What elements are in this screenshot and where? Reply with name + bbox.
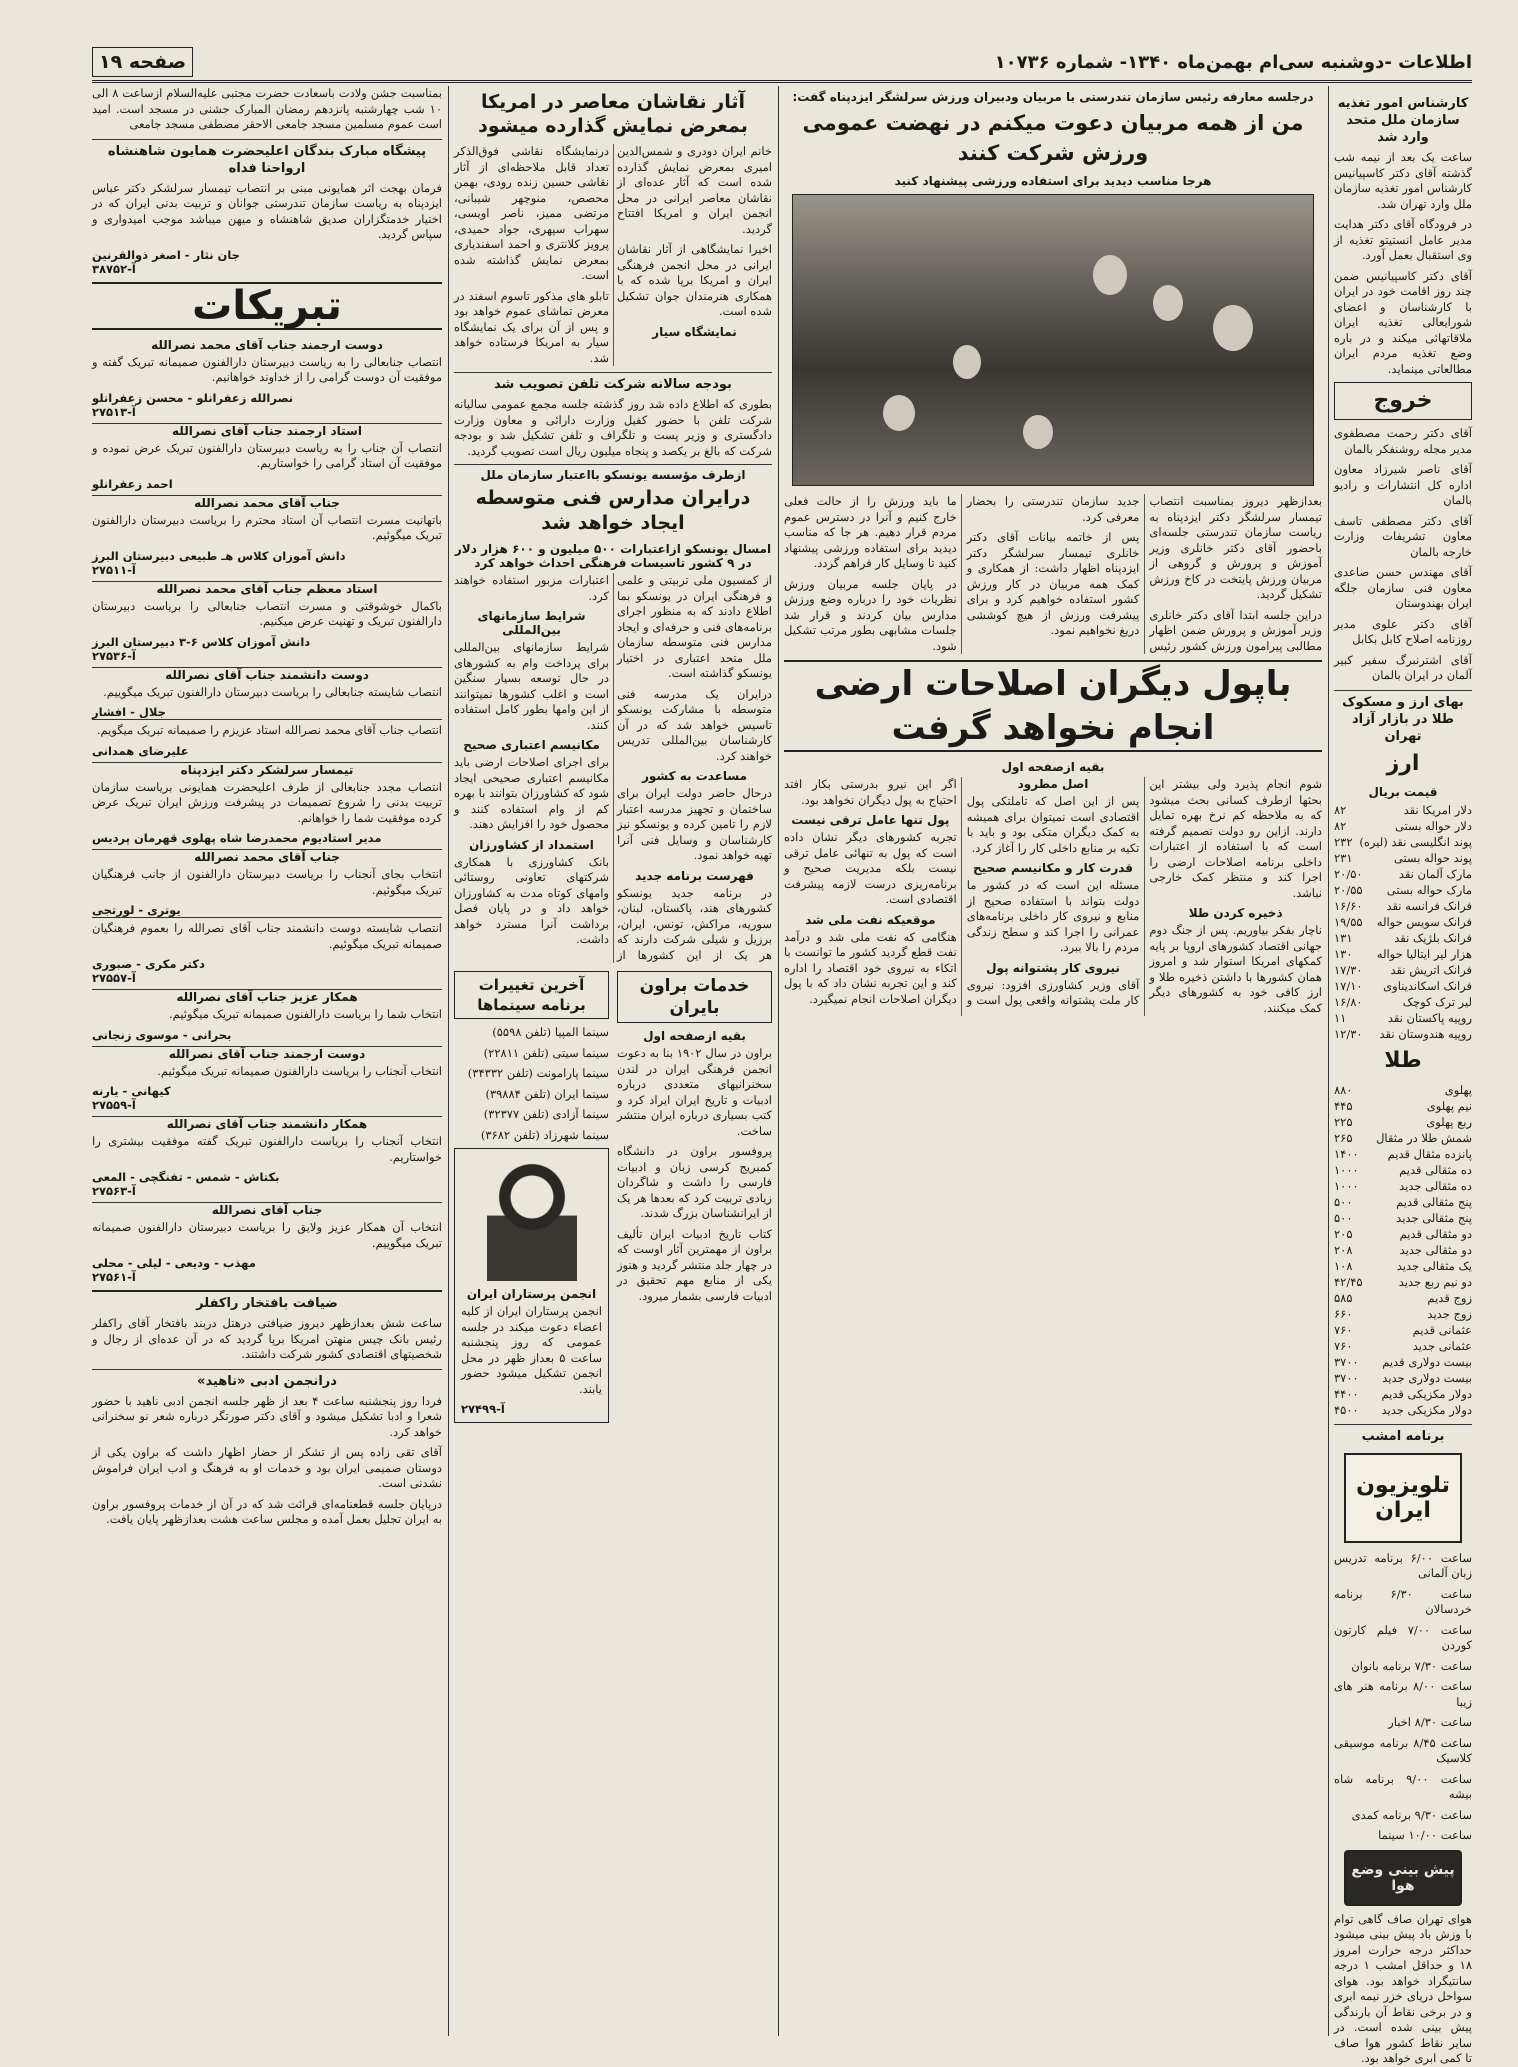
- congrats-item: تیمسار سرلشکر دکتر ایزدپناه انتصاب مجدد جنابعالی از طرف اعلیحضرت همایونی بریاست سازمان تربیت بدنی را شروع تصمیمات در پیشرفت ورزش ایران تبریک عرض کرده موفقیت شما را خواهانم. مدیر استادیوم محمدرضا شاه پهلوی قهرمان پردیس: [92, 762, 442, 845]
- landreform-p1: شوم انجام پذیرد ولی بیشتر این بحثها ازطرف کسانی بحث میشود که به ملاحظه کم نرخ بهره تمایل دارند. ازاین رو دولت تصمیم گرفته است که با استفاده از اعتبارات داخلی برنامه اصلاحات ارضی را اجرا کند و منتظر کمک خارجی نباشد.: [1149, 777, 1322, 900]
- unesco-sub2: فهرست برنامه جدید: [635, 868, 754, 883]
- browne-article: [617, 967, 772, 1423]
- gold-rates-table: [1334, 1082, 1472, 1418]
- departure-6: آقای اشترنبرگ سفیر کبیر آلمان در ایران بالمان: [1334, 652, 1472, 682]
- nurse-illustration: [487, 1161, 577, 1281]
- column-rule: [448, 86, 449, 2036]
- landreform-sub5: پول تنها عامل ترقی نیست: [791, 813, 950, 827]
- art-sub1: نمایشگاه سیار: [652, 324, 737, 339]
- issue-line: اطلاعات -دوشنبه سی‌ام بهمن‌ماه ۱۳۴۰- شماره ۱۰۷۳۶: [994, 51, 1472, 73]
- gold-heading: طلا: [1384, 1047, 1422, 1073]
- weather-text: هوای تهران صاف گاهی توام با وزش باد پیش بینی میشود حداکثر درجه حرارت امروز ۱۸ و حداقل امشب ۱ درجه سانتیگراد خواهد بود. هوای سواحل دریای خزر نیمه ابری و در برخی نقاط آن بارندگی پیش بینی شده است. در سایر نقاط کشور هوا صاف تا کمی ابری خواهد بود.: [1334, 1911, 1472, 2065]
- intl-orgs-p: شرایط سازمانهای بین‌المللی برای پرداخت وام به کشورهای در حال توسعه بسیار سنگین است و اغلب کشورها نمیتوانند از این وامها بطور کامل استفاده کنند.: [454, 640, 609, 732]
- un-expert-p3: آقای دکتر کاسپیانیس ضمن چند روز اقامت خود در ایران با کارشناسان و اعضای شورایعالی تغذیه ایران ملاقاتهائی میکند و در باره وضع تغذیه مردم ایران مطالعاتی مینماید.: [1334, 268, 1472, 376]
- rate-row: فرانک اتریش نقد ۱۷/۳۰: [1334, 962, 1472, 977]
- unesco-p3: درحال حاضر دولت ایران برای ساختمان و تجهیز مدرسه اعتبار لازم را تامین کرده و یونسکو نیز کارشناسان و وسایل فنی آنرا تهیه خواهد نمود.: [617, 786, 772, 862]
- un-expert-p2: در فرودگاه آقای دکتر هدایت مدیر عامل انستیتو تغذیه از وی استقبال بعمل آورد.: [1334, 217, 1472, 262]
- mosque-notice: بمناسبت جشن ولادت باسعادت حضرت مجتبی علیه‌السلام ازساعت ۸ الی ۱۰ شب چهارشنبه پانزدهم رمضان المبارک جشنی در مسجد است. امید است عموم مسلمین مسجد جامعی الاحقر مصطفی مسجد جامعی: [92, 86, 442, 131]
- tv-item: ساعت ۷/۳۰ برنامه بانوان: [1351, 1658, 1472, 1673]
- nahid-p2: آقای تقی زاده پس از تشکر از حضار اظهار داشت که براون یکی از دوستان صمیمی ایران بود و خدمات او به فرهنگ و ادب ایران فراموش نشدنی است.: [92, 1445, 442, 1490]
- sports-kicker: درجلسه معارفه رئیس سازمان تندرستی با مربیان ودبیران ورزش سرلشگر ایزدپناه گفت:: [792, 90, 1314, 104]
- photo-figure: [953, 345, 981, 379]
- congrats-item: دوست ارجمند جناب آقای محمد نصرالله انتصاب جنابعالی را به ریاست دبیرستان دارالفنون صمیمانه تبریک گفته و موفقیت آن دوست گرامی را از خداوند خواهانیم. نصرالله زعفرانلو - محسن زعفرانلو آ-۲۷۵۱۳: [92, 337, 442, 419]
- nahid-p1: فردا روز پنجشنبه ساعت ۴ بعد از ظهر جلسه انجمن ادبی ناهید با حضور شعرا و ادبا تشکیل میشود و آقای دکتر صورتگر درباره شعر نو سخنرانی خواهد کرد.: [92, 1393, 443, 1439]
- departure-2: آقای ناصر شیرزاد معاون اداره کل انتشارات و رادیو بالمان: [1334, 462, 1472, 507]
- rate-row: پوند حواله بستی ۲۳۱: [1334, 850, 1472, 865]
- landreform-continued: بقیه ازصفحه اول: [1001, 760, 1105, 774]
- photo-figure: [1153, 285, 1183, 321]
- column-congratulations: [92, 86, 442, 2036]
- gold-row: پنج مثقالی جدید ۵۰۰: [1334, 1210, 1472, 1225]
- landreform-article-body: [784, 777, 1322, 1016]
- rate-row: روپیه هندوستان نقد ۱۲/۳۰: [1334, 1026, 1472, 1041]
- gold-row: بیست دولاری جدید ۳۷۰۰: [1334, 1370, 1472, 1385]
- price-rial-heading: قیمت بریال: [1368, 784, 1438, 799]
- nahid-headline: درانجمن ادبی «ناهید»: [92, 1369, 442, 1390]
- departures-headline: خروج: [1334, 382, 1472, 420]
- rockefeller-headline: ضیافت بافتخار راکفلر: [92, 1290, 442, 1312]
- unesco-sub1: مساعدت به کشور: [641, 769, 748, 783]
- landreform-sub6: موقعیکه نفت ملی شد: [805, 912, 936, 927]
- nurses-ad: [454, 1148, 609, 1423]
- congrats-item: دوست ارجمند جناب آقای نصرالله انتخاب آنجناب را بریاست دارالفنون صمیمانه تبریک میگوئیم. کیهانی - یارنه آ-۲۷۵۵۹: [92, 1046, 442, 1112]
- gold-row: دو مثقالی قدیم ۲۰۵: [1334, 1226, 1472, 1241]
- departure-4: آقای مهندس حسن صاعدی معاون فنی سازمان جلگه ایران بهندوستان: [1334, 565, 1472, 610]
- congrats-item: جناب آقای محمد نصرالله انتخاب بجای آنجناب را بریاست دبیرستان دارالفنون از جانب فرهنگیان تبریک میگوئیم. یوتری - لورتجی: [92, 850, 442, 917]
- sports-subhead: هرجا مناسب دیدید برای استفاده ورزشی پیشنهاد کنید: [894, 174, 1212, 188]
- gold-row: بیست دولاری قدیم ۳۷۰۰: [1334, 1354, 1472, 1369]
- rates-headline: بهای ارز و مسکوک طلا در بازار آزاد تهران: [1334, 690, 1472, 745]
- rate-row: دلار حواله بستی ۸۲: [1334, 818, 1472, 833]
- art-headline: آثار نقاشان معاصر در امریکا: [480, 91, 746, 113]
- nurses-ad-code: آ-۲۷۴۹۹: [461, 1402, 505, 1416]
- farmers-sub: استمداد از کشاورزان: [469, 837, 594, 852]
- farmers-p: بانک کشاورزی با همکاری شرکتهای تعاونی روستائی وامهای کوتاه مدت به کشاورزان خواهد داد و در پایان فصل برداشت آنرا مسترد خواهد داشت.: [454, 854, 609, 946]
- weather-heading: پیش بینی وضع هوا: [1344, 1850, 1462, 1906]
- photo-figure: [1093, 255, 1127, 295]
- congratulations-headline: تبریکات: [92, 282, 442, 330]
- photo-figure: [1213, 305, 1253, 351]
- congrats-item: جناب آقای نصرالله انتخاب آن همکار عزیز ولایق را بریاست دبیرستان دارالفنون صمیمانه تبریک میگوییم. مهذب - ودیعی - لیلی - محلی آ-۲۷۵۶۱: [92, 1203, 442, 1284]
- cinema-item: سینما ایران (تلفن ۳۹۸۸۴): [485, 1086, 609, 1101]
- departure-1: آقای دکتر رحمت مصطفوی مدیر مجله روشنفکر بالمان: [1334, 426, 1472, 456]
- gold-row: پانزده مثقال قدیم ۱۴۰۰: [1334, 1146, 1472, 1161]
- meeting-photo: [792, 194, 1314, 486]
- browne-p2: پروفسور براون در دانشگاه کمبریج کرسی زبان و ادبیات فارسی را داشت و شاگردان زیادی تربیت کرد که بعدها هر یک از ایرانشناسان بزرگ شدند.: [617, 1144, 772, 1220]
- congrats-item: دوست دانشمند جناب آقای نصرالله انتصاب شایسته جنابعالی را بریاست دبیرستان دارالفنون تبریک میگوییم. جلال - افشار: [92, 667, 442, 719]
- art-p2: اخیرا نمایشگاهی از آثار نقاشان ایرانی در محل انجمن فرهنگی ایران و امریکا برپا شده که با همکاری هنرمندان جوان تشکیل شده است.: [617, 242, 772, 318]
- tv-item: ساعت ۸/۳۰ اخبار: [1388, 1715, 1472, 1729]
- gold-row: دو نیم ربع جدید ۴۲/۴۵: [1334, 1274, 1472, 1289]
- gold-row: زوج جدید ۶۶۰: [1334, 1306, 1472, 1321]
- gold-row: زوج قدیم ۵۸۵: [1334, 1290, 1472, 1305]
- intl-orgs-sub: شرایط سازمانهای بین‌المللی: [477, 609, 586, 637]
- tv-item: ساعت ۸/۴۵ برنامه موسیقی کلاسیک: [1334, 1735, 1473, 1765]
- landreform-p5: آقای وزیر کشاورزی افزود: نیروی کار ملت پشتوانه واقعی پول است و اگر این نیرو بدرستی بکار افتد احتیاج به پول دیگران نخواهد بود.: [784, 777, 1140, 1007]
- congrats-item: جناب آقای محمد نصرالله باتهانیت مسرت انتصاب آن استاد محترم را بریاست دبیرستان دارالفنون تبریک میگوئیم. دانش آموزان کلاس هـ طبیعی دبیرستان البرز آ-۲۷۵۱۱: [92, 495, 442, 577]
- sports-p3: پس از خاتمه بیانات آقای دکتر خانلری تیمسار سرلشگر دکتر ایزدپناه اظهار داشت: از همکاری و کمک همه مربیان در کار ورزش کشور استفاده خواهیم کرد و برای پیشرفت ورزش از هیچ کوششی دریغ نخواهیم نمود.: [966, 530, 1140, 637]
- landreform-sub1: ذخیره کردن طلا: [1188, 906, 1283, 920]
- sports-p4: ما باید ورزش را از حالت فعلی خارج کنیم و آنرا در دسترس عموم مردم قرار دهیم. هر جا که مناسب دیدید برای استفاده ورزشی پیشنهاد کنید تا وسایل کار فراهم گردد.: [784, 494, 957, 570]
- cinema-item: سینما المپیا (تلفن ۵۵۹۸): [492, 1025, 609, 1039]
- rate-row: فرانک بلژیک نقد ۱۳۱: [1334, 930, 1472, 945]
- lower-culture-row: [454, 967, 772, 1423]
- gold-row: پهلوی ۸۸۰: [1334, 1082, 1472, 1097]
- rate-row: دلار امریکا نقد ۸۲: [1334, 802, 1472, 817]
- gold-row: دولار مکزیکی قدیم ۴۴۰۰: [1334, 1386, 1472, 1401]
- sports-headline: من از همه مربیان دعوت میکنم در نهضت عمومی ورزش شرکت کنند: [802, 111, 1304, 165]
- landreform-headline: باپول دیگران اصلاحات ارضی انجام نخواهد گرفت: [784, 660, 1322, 752]
- cinema-headline: آخرین تغییرات برنامه سینماها: [454, 971, 609, 1019]
- tv-item: ساعت ۹/۳۰ برنامه کمدی: [1351, 1807, 1472, 1822]
- photo-figure: [883, 395, 915, 431]
- congrats-item: انتصاب شایسته دوست دانشمند جناب آقای نصرالله را بعموم فرهنگیان صمیمانه تبریک میگوئیم. دکتر مکری - صبوری آ-۲۷۵۵۷: [92, 917, 442, 985]
- un-expert-headline: کارشناس امور تغذیه سازمان ملل متحد وارد شد: [1337, 96, 1469, 145]
- sports-p2: دراین جلسه ابتدا آقای دکتر خانلری وزیر آموزش و پرورش ضمن اظهار مطالبی پیرامون ورزش کشور رئیس جدید سازمان تندرستی را بحضار معرفی کرد.: [966, 494, 1322, 653]
- nahid-p3: درپایان جلسه قطعنامه‌ای قرائت شد که در آن از خدمات پروفسور براون به ایران تجلیل بعمل آمده و مجلس ساعت هشت بعدازظهر پایان یافت.: [92, 1496, 442, 1526]
- art-article-body: [454, 144, 772, 366]
- congrats-item: انتصاب جناب آقای محمد نصرالله استاد عزیزم را صمیمانه تبریک میگویم. علیرضای همدانی: [92, 719, 442, 758]
- cinema-box: [454, 967, 609, 1423]
- royal-address-code: آ-۳۸۷۵۲: [92, 261, 136, 276]
- credit-mechanism-sub: مکانیسم اعتباری صحیح: [463, 738, 600, 752]
- congrats-item: همکار عزیز جناب آقای نصرالله انتخاب شما را بریاست دارالفنون صمیمانه تبریک میگوئیم. بحرانی - موسوی زنجانی: [92, 990, 442, 1042]
- column-rule: [1328, 86, 1329, 2036]
- gold-row: یک مثقالی جدید ۱۰۸: [1334, 1258, 1472, 1273]
- unesco-p4: در برنامه جدید یونسکو کشورهای هند، پاکستان، لبنان، سوریه، مراکش، تونس، ایران، برزیل و شیلی شرکت دارند که هر یک از این کشورها از اعتبارات مزبور استفاده خواهند کرد.: [454, 573, 772, 962]
- rate-row: مارک حواله بستی ۲۰/۵۵: [1334, 882, 1472, 897]
- browne-continued: بقیه ازصفحه اول: [643, 1029, 746, 1043]
- column-culture: [454, 86, 772, 2036]
- cinema-item: سینما آزادی (تلفن ۳۲۳۷۷): [483, 1107, 609, 1121]
- browne-p1: براون در سال ۱۹۰۲ بنا به دعوت انجمن فرهنگی ایران در لندن سخنرانیهای متعددی درباره ادبیات و تاریخ ایران ایراد کرد و کتب بسیاری درباره ایران منتشر ساخت.: [617, 1046, 772, 1138]
- rate-row: پوند انگلیسی نقد (لیره) ۲۳۲: [1334, 834, 1472, 849]
- departure-3: آقای دکتر مصطفی تاسف معاون تشریفات وزارت خارجه بالمان: [1334, 513, 1472, 559]
- art-p4: تابلو های مذکور تاسوم اسفند در معرض تماشای عموم خواهد بود و پس از آن برای یک نمایشگاه سیار به امریکا فرستاده خواهد شد.: [454, 288, 609, 365]
- gold-row: ربع پهلوی ۲۲۵: [1334, 1114, 1472, 1129]
- sports-article-body: [784, 494, 1322, 654]
- rate-row: مارک آلمان نقد ۲۰/۵۰: [1334, 866, 1472, 881]
- tv-item: ساعت ۶/۰۰ برنامه تدریس زبان آلمانی: [1334, 1550, 1472, 1580]
- gold-row: شمش طلا در مثقال ۲۶۵: [1334, 1130, 1472, 1145]
- tv-item: ساعت ۷/۰۰ فیلم کارتون کوردن: [1334, 1622, 1473, 1652]
- rate-row: فرانک فرانسه نقد ۱۶/۶۰: [1334, 898, 1472, 913]
- cinema-item: سینما شهرزاد (تلفن ۳۶۸۲): [480, 1127, 609, 1142]
- landreform-sub3: قدرت کار و مکانیسم صحیح: [972, 861, 1134, 875]
- gold-row: عثمانی جدید ۷۶۰: [1334, 1338, 1472, 1353]
- gold-row: عثمانی قدیم ۷۶۰: [1334, 1322, 1472, 1337]
- departure-5: آقای دکتر علوی مدیر روزنامه اصلاح کابل بکابل: [1334, 616, 1472, 646]
- congrats-item: همکار دانشمند جناب آقای نصرالله انتخاب آنجناب را بریاست دارالفنون تبریک گفته موفقیت بیشتری را خواستاریم. بکتاش - شمس - تفنگچی - المعی آ-۲۷۵۶۳: [92, 1117, 442, 1198]
- tv-item: ساعت ۸/۰۰ برنامه هنر های زیبا: [1334, 1679, 1472, 1709]
- royal-address-headline: پیشگاه مبارک بندگان اعلیحضرت همایون شاهنشاه ارواحنا فداه: [92, 139, 442, 177]
- rate-row: هزار لیر ایتالیا حواله ۱۳۰: [1334, 946, 1472, 961]
- browne-p3: کتاب تاریخ ادبیات ایران تألیف براون از مهمترین آثار اوست که در چهار جلد منتشر گردید و هنوز یکی از منابع مهم تحقیق در ادبیات فارسی بشمار میرود.: [617, 1226, 772, 1303]
- gold-row: ده مثقالی جدید ۱۰۰۰: [1334, 1178, 1472, 1193]
- browne-headline: خدمات براون بایران: [617, 971, 772, 1023]
- gold-row: دولار مکزیکی جدید ۴۵۰۰: [1334, 1402, 1472, 1417]
- sports-p1: بعدازظهر دیروز بمناسبت انتصاب تیمسار سرلشگر دکتر ایزدپناه به ریاست سازمان تندرستی جلسه‌ای باحضور آقای دکتر خانلری وزیر آموزش و پرورش و گروهی از مربیان ورزش پایتخت در کاخ ورزش تشکیل گردید.: [1149, 494, 1322, 601]
- landreform-sub4: نیروی کار پشتوانه پول: [986, 960, 1120, 975]
- unesco-subhead: امسال یونسکو ازاعتبارات ۵۰۰ میلیون و ۶۰۰ هزار دلار در ۹ کشور تاسیسات فرهنگی احداث خواهد کرد: [454, 542, 772, 570]
- cinema-item: سینما پارامونت (تلفن ۳۴۳۳۲): [467, 1066, 609, 1080]
- credit-mechanism-p: برای اجرای اصلاحات ارضی باید مکانیسم اعتباری صحیحی ایجاد شود که کشاورزان بتوانند با بهره کم از وام استفاده کنند و محصول خود را افزایش دهند.: [454, 755, 609, 831]
- page-header: [92, 44, 1472, 83]
- tv-item: ساعت ۶/۳۰ برنامه خردسالان: [1334, 1586, 1472, 1616]
- photo-figure: [1023, 415, 1053, 449]
- un-expert-p1: ساعت یک بعد از نیمه شب گذشته آقای دکتر کاسپیانیس کارشناس امور تغذیه سازمان ملل وارد تهران شد.: [1334, 150, 1472, 211]
- landreform-sub2: اصل مطرود: [1017, 777, 1089, 791]
- gold-row: دو مثقالی جدید ۲۰۸: [1334, 1242, 1472, 1257]
- gold-row: ده مثقالی قدیم ۱۰۰۰: [1334, 1162, 1472, 1177]
- landreform-p4: مسئله این است که در کشور ما دولت بتواند با استفاده صحیح از منابع و نیروی کار داخلی برنامه‌های عمرانی را اجرا کند و سطح زندگی مردم را بالا ببرد.: [966, 878, 1140, 954]
- royal-address-p: فرمان بهجت اثر همایونی مبنی بر انتصاب تیمسار سرلشکر دکتر عباس ایزدپناه به ریاست سازمان تندرستی جوانان و تربیت بدنی ایران که در اختیار خدمتگزاران صدیق شاهنشاه و میهن میباشد موجب امیدواری و سپاس گردید.: [92, 180, 442, 241]
- sports-p5: در پایان جلسه مربیان ورزش نظریات خود را درباره وضع ورزش مدارس بیان کردند و قرار شد جلسات مشابهی بطور مرتب تشکیل شود.: [784, 576, 957, 653]
- rockefeller-p: ساعت شش بعدازظهر دیروز ضیافتی درهتل دربند بافتخار آقای راکفلر رئیس بانک چیس منهتن امریکا برپا گردید که در آن عده‌ای از رجال و شخصیتهای اقتصادی کشور شرکت داشتند.: [92, 1316, 442, 1361]
- unesco-p2: درایران یک مدرسه فنی متوسطه با مشارکت یونسکو تاسیس خواهد شد که در آن کارشناسان بین‌المللی تدریس خواهند کرد.: [617, 686, 772, 763]
- royal-address-sign: جان نثار - اصغر ذوالقرنین: [92, 247, 240, 262]
- unesco-article-body: [454, 573, 772, 963]
- currency-rates-table: [1334, 802, 1472, 1042]
- unesco-p1: از کمسیون ملی تربیتی و علمی و فرهنگی ایران در یونسکو بما اطلاع دادند که به منظور اجرای برنامه‌های فنی و حرفه‌ای و ایجاد مدارس فنی متوسطه سازمان ملل متحد اعتباری در اختیار یونسکو گذاشته است.: [617, 573, 772, 680]
- art-headline-2: بمعرض نمایش گذارده میشود: [478, 115, 748, 137]
- unesco-headline: درایران مدارس فنی متوسطه ایجاد خواهد شد: [475, 487, 751, 534]
- unesco-kicker: ازطرف مؤسسه یونسکو بااعتبار سازمان ملل: [454, 464, 772, 482]
- congrats-item: استاد معظم جناب آقای محمد نصرالله باکمال خوشوقتی و مسرت انتصاب جنابعالی را بریاست دبیرستان دارالفنون تبریک و تهنیت عرض میکنیم. دانش آموزان کلاس ۶-۳ دبیرستان البرز آ-۲۷۵۳۶: [92, 581, 442, 663]
- phone-budget-p1: بطوری که اطلاع داده شد روز گذشته جلسه مجمع عمومی سالیانه شرکت تلفن با حضور کفیل وزارت دارائی و معاون وزارت دادگستری و وزیر پست و تلگراف و تلفن تشکیل شد و بودجه شرکت که بالغ بر یکصد و پنجاه میلیون ریال است تصویب گردید.: [454, 397, 772, 458]
- landreform-p6: تجربه کشورهای دیگر نشان داده است که پول به تنهائی عامل ترقی نیست بلکه مدیریت صحیح و برنامه‌ریزی درست لازمه پیشرفت اقتصادی است.: [784, 830, 957, 906]
- rate-row: فرانک سویس حواله ۱۹/۵۵: [1334, 914, 1472, 929]
- column-rule: [778, 86, 779, 2036]
- landreform-p3: پس از این اصل که تاملتکی پول اقتصادی است نمیتوان برای همیشه به کمک دیگران متکی بود و باید با تکیه بر منابع داخلی کار را آغاز کرد.: [966, 794, 1140, 855]
- tv-item: ساعت ۱۰/۰۰ سینما: [1378, 1828, 1472, 1842]
- art-p3: درنمایشگاه نقاشی فوق‌الذکر تعداد قابل ملاحظه‌ای از آثار نقاشی حسین زنده رودی، بهمن محصص، منوچهر شیبانی، مرتضی ممیز، ناصر اویسی، سهراب سپهری، جواد حمیدی، پرویز کلانتری و احمد اسفندیاری بمعرض نمایش گذاشته شده است.: [454, 144, 609, 282]
- rate-row: فرانک اسکاندیناوی ۱۷/۱۰: [1334, 978, 1472, 993]
- landreform-p7: هنگامی که نفت ملی شد و درآمد نفت قطع گردید کشور ما توانست با اتکاء به نیروی خود اقتصاد را اداره کند و این تجربه نشان داد که با پول دیگران اصلاحات انجام نمیگیرد.: [784, 929, 957, 1006]
- tv-program-heading: برنامه امشب: [1334, 1424, 1472, 1445]
- tv-logo: تلویزیون ایران: [1344, 1453, 1462, 1543]
- rate-row: لیر ترک کوچک ۱۶/۸۰: [1334, 994, 1472, 1009]
- tv-item: ساعت ۹/۰۰ برنامه شاه بیشه: [1334, 1771, 1472, 1801]
- landreform-p2: ناچار بفکر بیاوریم. پس از جنگ دوم جهانی اقتصاد کشورهای اروپا بر پایه کمکهای امریکا استوار شد و امروز همان کشورها با داشتن ذخیره طلا و ارز کافی خود به کشورهای دیگر کمک میکنند.: [1149, 923, 1322, 1015]
- cinema-item: سینما سیتی (تلفن ۲۲۸۱۱): [483, 1045, 609, 1060]
- currency-heading: ارز: [1386, 750, 1420, 776]
- gold-row: پنج مثقالی قدیم ۵۰۰: [1334, 1194, 1472, 1209]
- rate-row: روپیه پاکستان نقد ۱۱: [1334, 1010, 1472, 1025]
- nurses-headline: انجمن پرستاران ایران: [466, 1287, 597, 1301]
- page-number: صفحه ۱۹: [92, 47, 193, 77]
- nurses-p: انجمن پرستاران ایران از کلیه اعضاء دعوت میکند در جلسه عمومی که روز پنجشنبه ساعت ۵ بعداز ظهر در محل انجمن تشکیل میشود حضور یابند.: [461, 1304, 603, 1396]
- column-news-rates: [1334, 86, 1473, 2065]
- column-sports-landreform: [784, 86, 1322, 2036]
- phone-budget-headline: بودجه سالانه شرکت تلفن تصویب شد: [454, 372, 772, 393]
- art-p1: خانم ایران دودری و شمس‌الدین امیری بمعرض نمایش گذارده شده است که آثار عده‌ای از نقاشان معاصر ایرانی در محل انجمن ایران و امریکا افتتاح گردید.: [617, 144, 772, 236]
- gold-row: نیم پهلوی ۴۴۵: [1334, 1098, 1472, 1113]
- congrats-item: استاد ارجمند جناب آقای نصرالله انتصاب آن جناب را به ریاست دبیرستان دارالفنون تبریک عرض نموده و موفقیت آن استاد گرامی را خواستاریم. احمد زعفرانلو: [92, 423, 442, 491]
